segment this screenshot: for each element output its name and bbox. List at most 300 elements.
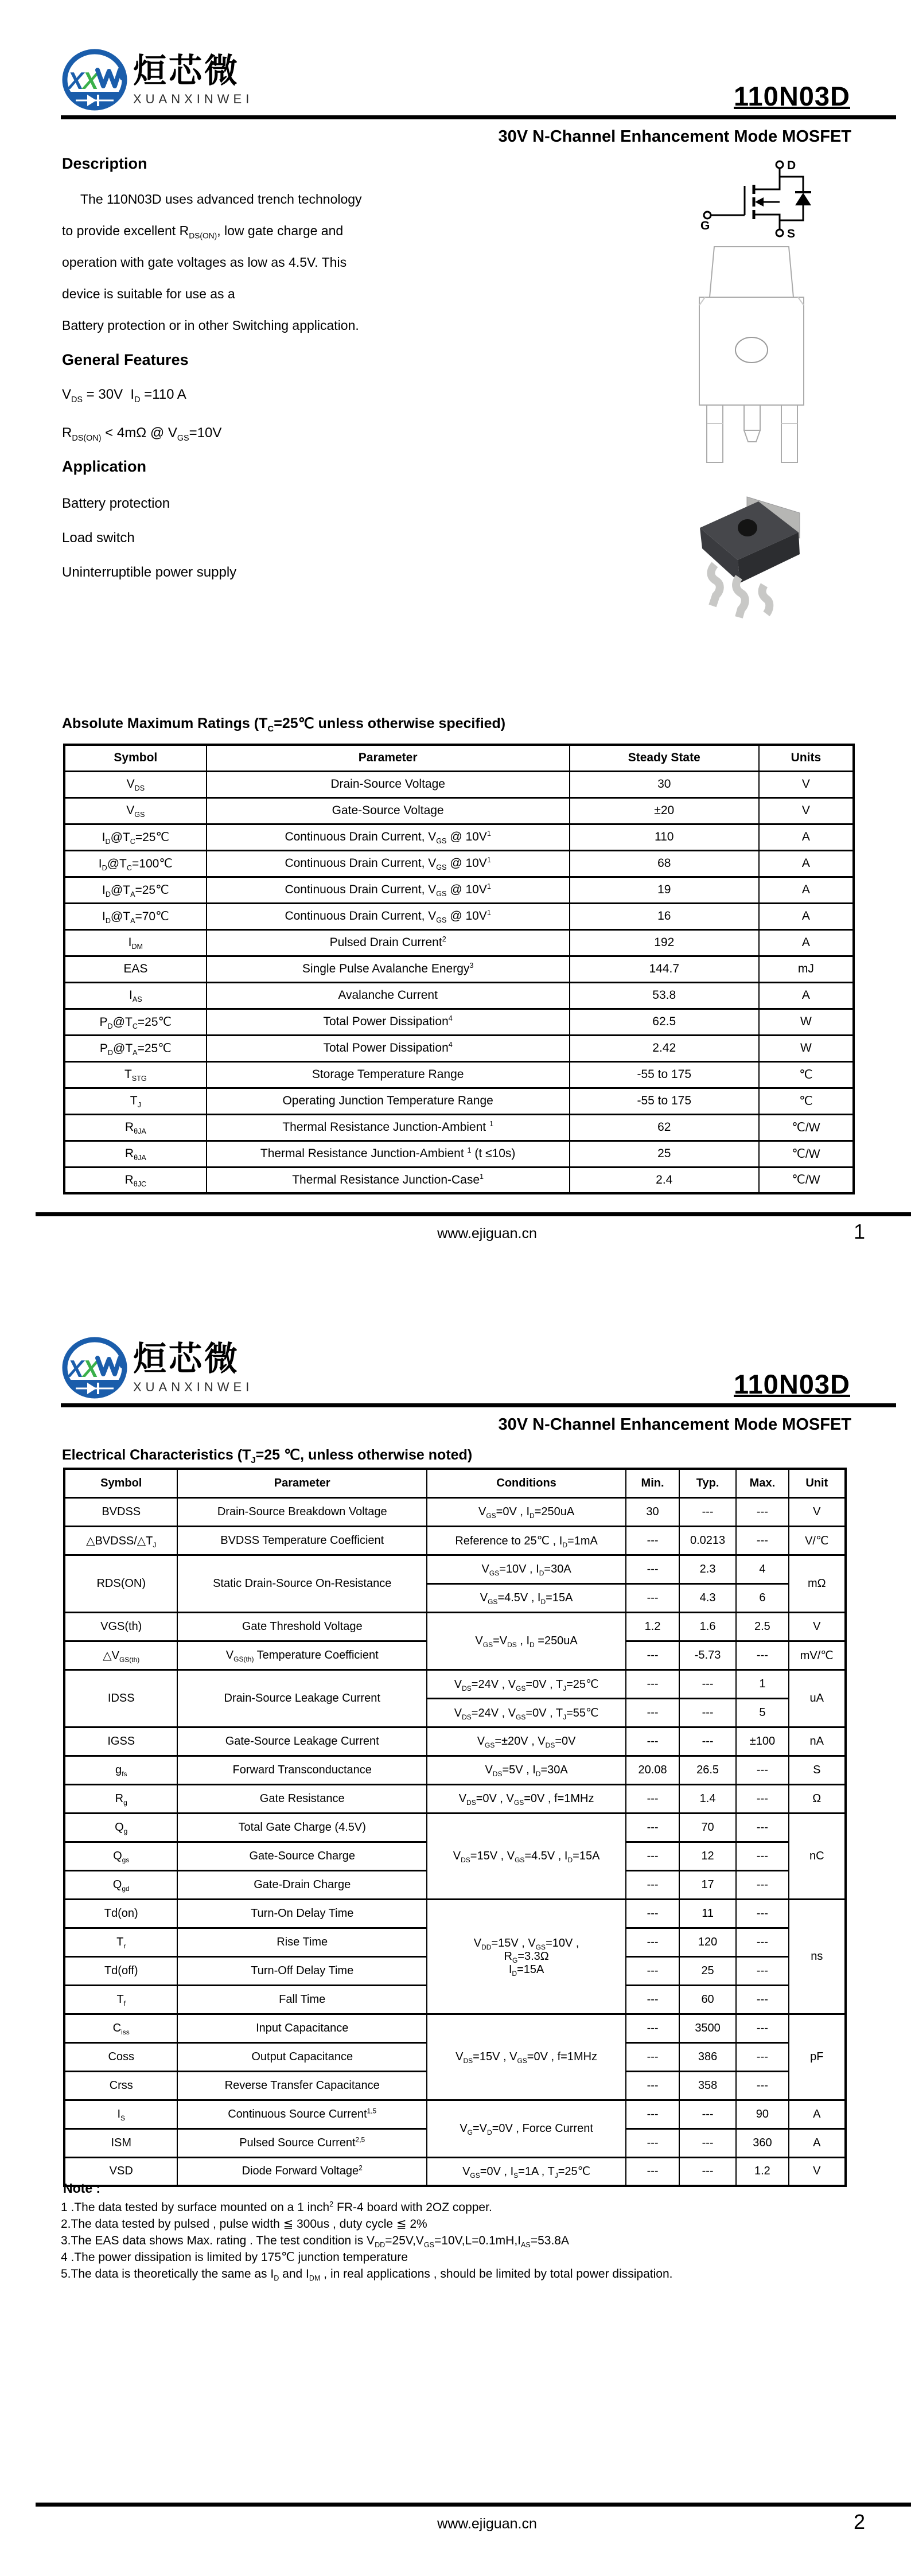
application-heading: Application <box>62 458 146 475</box>
application-item: Load switch <box>62 530 135 546</box>
table-cell: --- <box>626 2042 679 2071</box>
table-cell: --- <box>736 1899 788 1928</box>
column-header: Typ. <box>679 1469 736 1497</box>
table-cell: Gate-Source Voltage <box>207 797 570 824</box>
table-cell: --- <box>626 1870 679 1899</box>
terminal-label-drain: D <box>787 159 796 172</box>
table-cell: --- <box>626 2071 679 2100</box>
table-row <box>64 877 854 903</box>
table-cell: mV/℃ <box>789 1641 846 1670</box>
table-cell: Total Power Dissipation$^4$ <box>207 1009 570 1035</box>
table-cell: A <box>789 2100 846 2128</box>
table-cell: --- <box>679 1670 736 1698</box>
table-row <box>64 1088 854 1114</box>
table-cell: VSD <box>64 2157 177 2186</box>
table-cell: --- <box>679 1497 736 1526</box>
table-cell: $Q_{gs}$ <box>64 1842 177 1870</box>
table-cell: --- <box>626 1842 679 1870</box>
table-cell: 90 <box>736 2100 788 2128</box>
table-cell: 192 <box>570 929 759 956</box>
brand-name-cn: 烜芯微 <box>133 1340 240 1378</box>
table-cell: Diode Forward Voltage$^2$ <box>177 2157 426 2186</box>
table-cell: Total Power Dissipation$^4$ <box>207 1035 570 1061</box>
table-cell: Td(off) <box>64 1956 177 1985</box>
table-cell: 110 <box>570 824 759 850</box>
table-cell: 6 <box>736 1583 788 1612</box>
brand-name-en: XUANXINWEI <box>133 91 254 106</box>
table-cell: $I_D@T_A=70℃$ <box>64 903 207 929</box>
table-cell: $V_{DS}=5V$ , $I_D=30A$ <box>427 1756 626 1784</box>
package-outline-drawing <box>697 246 806 465</box>
brand-logo-icon <box>61 48 130 112</box>
table-cell: 25 <box>679 1956 736 1985</box>
absolute-maximum-ratings-table <box>63 744 855 1194</box>
table-cell: uA <box>789 1670 846 1727</box>
table-row <box>64 1784 846 1813</box>
table-row <box>64 850 854 877</box>
table-cell: RDS(ON) <box>64 1555 177 1612</box>
table-cell: 358 <box>679 2071 736 2100</box>
table-row <box>64 1813 846 1842</box>
table-cell: -55 to 175 <box>570 1061 759 1088</box>
electrical-characteristics-title: Electrical Characteristics ($T_J=25$ ℃, unless otherwise noted) <box>62 1447 473 1465</box>
table-row <box>64 1526 846 1555</box>
table-cell: $C_{iss}$ <box>64 2014 177 2042</box>
table-cell: Thermal Resistance Junction-Ambient $^1$ (t ≤10s) <box>207 1141 570 1167</box>
part-number-title: 110N03D <box>734 81 850 111</box>
table-cell: V <box>759 771 854 797</box>
table-cell: 30 <box>570 771 759 797</box>
table-cell: Continuous Drain Current, $V_{GS}$ @ $10V^1$ <box>207 903 570 929</box>
table-cell: Gate-Source Charge <box>177 1842 426 1870</box>
table-cell: 68 <box>570 850 759 877</box>
table-cell: Total Gate Charge (4.5V) <box>177 1813 426 1842</box>
note-line: 1 .The data tested by surface mounted on a 1 inch$^2$ FR-4 board with 2OZ copper. <box>61 2200 492 2214</box>
table-cell: $T_J$ <box>64 1088 207 1114</box>
table-cell: --- <box>626 1698 679 1727</box>
table-row <box>64 1670 846 1698</box>
table-cell: 16 <box>570 903 759 929</box>
table-cell: BVDSS <box>64 1497 177 1526</box>
table-cell: Drain-Source Breakdown Voltage <box>177 1497 426 1526</box>
table-cell: --- <box>626 1670 679 1698</box>
table-cell: 1.4 <box>679 1784 736 1813</box>
table-cell: 62 <box>570 1114 759 1141</box>
brand-text <box>133 54 253 107</box>
table-row <box>64 1756 846 1784</box>
table-cell: ℃ <box>759 1088 854 1114</box>
table-cell: A <box>789 2128 846 2157</box>
feature-item: $R_{DS(ON)} < 4m\Omega$ @ $V_{GS}=10V$ <box>62 425 222 443</box>
table-cell: IGSS <box>64 1727 177 1756</box>
table-cell: 53.8 <box>570 982 759 1009</box>
application-item: Uninterruptible power supply <box>62 565 237 580</box>
part-number-title: 110N03D <box>734 1369 850 1399</box>
mosfet-symbol-diagram <box>686 159 829 246</box>
table-cell: --- <box>626 1727 679 1756</box>
table-cell: $T_f$ <box>64 1985 177 2014</box>
note-line: 3.The EAS data shows Max. rating . The test condition is $V_{DD}=25V,V_{GS}=10V,L=0.1mH,I_{AS}=53.8A$ <box>61 2234 569 2250</box>
table-cell: --- <box>626 2157 679 2186</box>
table-cell: $V_{DS}=24V$ , $V_{GS}=0V$ , $T_J=55℃$ <box>427 1698 626 1727</box>
column-header: Symbol <box>64 1469 177 1497</box>
table-cell: Ω <box>789 1784 846 1813</box>
table-cell: Single Pulse Avalanche Energy$^3$ <box>207 956 570 982</box>
table-row <box>64 1167 854 1193</box>
table-cell: 62.5 <box>570 1009 759 1035</box>
table-cell: A <box>759 982 854 1009</box>
table-cell: Thermal Resistance Junction-Ambient $^1$ <box>207 1114 570 1141</box>
table-cell: $R_{\theta JA}$ <box>64 1114 207 1141</box>
table-cell: -55 to 175 <box>570 1088 759 1114</box>
table-row <box>64 929 854 956</box>
table-cell: ℃ <box>759 1061 854 1088</box>
table-cell: ±100 <box>736 1727 788 1756</box>
table-cell: 30 <box>626 1497 679 1526</box>
table-cell: Continuous Drain Current, $V_{GS}$ @ $10V^1$ <box>207 877 570 903</box>
table-row <box>64 2157 846 2186</box>
table-cell: 144.7 <box>570 956 759 982</box>
table-cell: --- <box>736 1985 788 2014</box>
table-cell: Forward Transconductance <box>177 1756 426 1784</box>
table-cell: Drain-Source Voltage <box>207 771 570 797</box>
table-cell: --- <box>626 1985 679 2014</box>
table-cell: 5 <box>736 1698 788 1727</box>
table-row <box>64 903 854 929</box>
note-heading: Note : <box>63 2181 101 2196</box>
table-cell: 20.08 <box>626 1756 679 1784</box>
page-number: 1 <box>853 1220 865 1243</box>
table-cell: Turn-Off Delay Time <box>177 1956 426 1985</box>
table-cell: 386 <box>679 2042 736 2071</box>
table-cell: --- <box>626 1526 679 1555</box>
table-cell: $V_{GS}=V_{DS}$ , $I_D =250uA$ <box>427 1612 626 1670</box>
table-cell: $V_{DS}=15V$ , $V_{GS}=0V$ , f=1MHz <box>427 2014 626 2100</box>
table-cell: $V_{DS}=15V$ , $V_{GS}=4.5V$ , $I_D=15A$ <box>427 1813 626 1899</box>
table-cell: --- <box>736 2042 788 2071</box>
table-cell: Pulsed Source Current$^{2,5}$ <box>177 2128 426 2157</box>
table-cell: $V_{GS}=4.5V$ , $I_D=15A$ <box>427 1583 626 1612</box>
table-cell: $V_{DD}=15V$ , $V_{GS}=10V$ , $R_G=3.3\Omega$ $I_D=15A$ <box>427 1899 626 2014</box>
table-cell: 0.0213 <box>679 1526 736 1555</box>
table-cell: --- <box>679 2100 736 2128</box>
footer-website: www.ejiguan.cn <box>437 2516 537 2532</box>
table-cell: 2.5 <box>736 1612 788 1641</box>
table-row <box>64 797 854 824</box>
table-cell: A <box>759 903 854 929</box>
table-cell: nA <box>789 1727 846 1756</box>
table-cell: 2.4 <box>570 1167 759 1193</box>
table-cell: --- <box>679 2157 736 2186</box>
table-cell: VGS(th) <box>64 1612 177 1641</box>
table-cell: Gate Resistance <box>177 1784 426 1813</box>
table-cell: Crss <box>64 2071 177 2100</box>
table-cell: V <box>789 2157 846 2186</box>
table-cell: Reverse Transfer Capacitance <box>177 2071 426 2100</box>
table-cell: Td(on) <box>64 1899 177 1928</box>
table-cell: --- <box>626 1784 679 1813</box>
header-row <box>64 745 854 771</box>
table-row <box>64 1555 846 1583</box>
table-cell: 4 <box>736 1555 788 1583</box>
svg-text:X: X <box>83 1355 99 1382</box>
brand-name-en: XUANXINWEI <box>133 1379 254 1394</box>
table-cell: W <box>759 1035 854 1061</box>
table-cell: Continuous Source Current$^{1,5}$ <box>177 2100 426 2128</box>
table-cell: --- <box>736 1497 788 1526</box>
table-cell: --- <box>736 1842 788 1870</box>
electrical-characteristics-table <box>63 1468 847 2187</box>
table-cell: V/℃ <box>789 1526 846 1555</box>
table-cell: $V_{DS}=24V$ , $V_{GS}=0V$ , $T_J=25℃$ <box>427 1670 626 1698</box>
table-row <box>64 1612 846 1641</box>
table-cell: Gate Threshold Voltage <box>177 1612 426 1641</box>
table-row <box>64 1035 854 1061</box>
table-cell: ns <box>789 1899 846 2014</box>
table-cell: 2.3 <box>679 1555 736 1583</box>
table-cell: V <box>789 1612 846 1641</box>
table-cell: $V_{GS}=0V$ , $I_D=250uA$ <box>427 1497 626 1526</box>
description-line: Battery protection or in other Switching application. <box>62 318 359 333</box>
table-cell: Thermal Resistance Junction-Case$^1$ <box>207 1167 570 1193</box>
table-cell: --- <box>736 2014 788 2042</box>
table-cell: EAS <box>64 956 207 982</box>
table-cell: -5.73 <box>679 1641 736 1670</box>
description-line: The 110N03D uses advanced trench technology <box>80 192 362 207</box>
table-cell: Pulsed Drain Current$^2$ <box>207 929 570 956</box>
footer-rule <box>36 1212 911 1216</box>
footer-website: www.ejiguan.cn <box>437 1225 537 1242</box>
table-row <box>64 2014 846 2042</box>
table-cell: $\triangle V_{GS(th)}$ <box>64 1641 177 1670</box>
table-cell: --- <box>626 1555 679 1583</box>
feature-item: $V_{DS} = 30V$ $I_D =110$ A <box>62 387 186 404</box>
table-cell: Static Drain-Source On-Resistance <box>177 1555 426 1612</box>
description-heading: Description <box>62 155 147 172</box>
table-cell: BVDSS Temperature Coefficient <box>177 1526 426 1555</box>
column-header: Parameter <box>207 745 570 771</box>
table-cell: --- <box>626 1641 679 1670</box>
table-cell: $I_D@T_C=25℃$ <box>64 824 207 850</box>
table-cell: Fall Time <box>177 1985 426 2014</box>
table-cell: --- <box>736 1870 788 1899</box>
page-number: 2 <box>853 2510 865 2534</box>
table-cell: $V_{DS}$ <box>64 771 207 797</box>
description-paragraph <box>62 192 362 349</box>
table-cell: --- <box>626 1813 679 1842</box>
table-cell: ℃/W <box>759 1141 854 1167</box>
table-cell: $V_{GS}=0V$ , $I_S=1A$ , $T_J=25℃$ <box>427 2157 626 2186</box>
table-cell: Reference to 25℃ , $I_D=1mA$ <box>427 1526 626 1555</box>
table-cell: --- <box>626 1899 679 1928</box>
table-row <box>64 824 854 850</box>
column-header: Max. <box>736 1469 788 1497</box>
table-cell: $R_{\theta JA}$ <box>64 1141 207 1167</box>
table-cell: $R_{\theta JC}$ <box>64 1167 207 1193</box>
general-features-heading: General Features <box>62 351 189 368</box>
table-cell: Operating Junction Temperature Range <box>207 1088 570 1114</box>
table-cell: $V_{GS}=\pm 20V$ , $V_{DS}=0V$ <box>427 1727 626 1756</box>
table-cell: V <box>789 1497 846 1526</box>
table-cell: ISM <box>64 2128 177 2157</box>
table-row <box>64 771 854 797</box>
document-subtitle: 30V N-Channel Enhancement Mode MOSFET <box>498 127 851 146</box>
table-cell: ℃/W <box>759 1167 854 1193</box>
description-line: operation with gate voltages as low as 4.5V. This <box>62 255 347 270</box>
table-cell: mΩ <box>789 1555 846 1612</box>
table-cell: S <box>789 1756 846 1784</box>
table-cell: Drain-Source Leakage Current <box>177 1670 426 1727</box>
table-cell: Gate-Source Leakage Current <box>177 1727 426 1756</box>
column-header: Steady State <box>570 745 759 771</box>
table-cell: 1.2 <box>736 2157 788 2186</box>
svg-text:X: X <box>83 67 99 94</box>
table-cell: --- <box>626 1928 679 1956</box>
table-cell: IDSS <box>64 1670 177 1727</box>
table-row <box>64 1141 854 1167</box>
table-cell: Input Capacitance <box>177 2014 426 2042</box>
table-cell: 26.5 <box>679 1756 736 1784</box>
table-row <box>64 956 854 982</box>
table-cell: --- <box>736 1813 788 1842</box>
table-cell: $P_D@T_A=25℃$ <box>64 1035 207 1061</box>
note-line: 4 .The power dissipation is limited by 175℃ junction temperature <box>61 2251 408 2264</box>
table-cell: --- <box>679 2128 736 2157</box>
table-cell: 4.3 <box>679 1583 736 1612</box>
abs-max-ratings-title: Absolute Maximum Ratings ($T_C=25℃$ unless otherwise specified) <box>62 715 506 734</box>
table-cell: nC <box>789 1813 846 1899</box>
table-cell: --- <box>626 2100 679 2128</box>
table-cell: --- <box>736 2071 788 2100</box>
table-row <box>64 1009 854 1035</box>
header-rule <box>61 1403 896 1407</box>
application-item: Battery protection <box>62 496 170 511</box>
column-header: Conditions <box>427 1469 626 1497</box>
table-row <box>64 1061 854 1088</box>
table-cell: ±20 <box>570 797 759 824</box>
brand-text <box>133 1342 253 1395</box>
table-cell: $I_D@T_A=25℃$ <box>64 877 207 903</box>
table-cell: 1.2 <box>626 1612 679 1641</box>
table-cell: 17 <box>679 1870 736 1899</box>
table-cell: 120 <box>679 1928 736 1956</box>
table-cell: $V_{GS}$ <box>64 797 207 824</box>
table-cell: A <box>759 850 854 877</box>
table-cell: Avalanche Current <box>207 982 570 1009</box>
table-cell: A <box>759 877 854 903</box>
table-cell: 11 <box>679 1899 736 1928</box>
table-cell: Rise Time <box>177 1928 426 1956</box>
table-cell: 1 <box>736 1670 788 1698</box>
svg-text:X: X <box>68 1355 84 1382</box>
note-line: 5.The data is theoretically the same as $I_D$ and $I_{DM}$ , in real applications , should be limited by total power dissipation. <box>61 2267 673 2283</box>
table-cell: $P_D@T_C=25℃$ <box>64 1009 207 1035</box>
table-cell: 1.6 <box>679 1612 736 1641</box>
table-cell: A <box>759 929 854 956</box>
table-cell: --- <box>626 1956 679 1985</box>
column-header: Min. <box>626 1469 679 1497</box>
application-list <box>62 496 236 599</box>
table-row <box>64 1727 846 1756</box>
column-header: Symbol <box>64 745 207 771</box>
table-row <box>64 982 854 1009</box>
table-cell: --- <box>679 1727 736 1756</box>
brand-name-cn: 烜芯微 <box>133 52 240 90</box>
table-cell: $T_{STG}$ <box>64 1061 207 1088</box>
table-cell: --- <box>626 2128 679 2157</box>
table-cell: ℃/W <box>759 1114 854 1141</box>
table-cell: Gate-Drain Charge <box>177 1870 426 1899</box>
terminal-label-gate: G <box>700 219 710 232</box>
table-row <box>64 1899 846 1928</box>
table-cell: $V_{GS}=10V$ , $I_D=30A$ <box>427 1555 626 1583</box>
table-cell: --- <box>626 1583 679 1612</box>
table-cell: 12 <box>679 1842 736 1870</box>
table-cell: $I_{AS}$ <box>64 982 207 1009</box>
footer-rule <box>36 2503 911 2507</box>
table-cell: $T_r$ <box>64 1928 177 1956</box>
table-cell: 19 <box>570 877 759 903</box>
terminal-label-source: S <box>787 227 796 240</box>
table-cell: --- <box>736 1526 788 1555</box>
table-cell: 2.42 <box>570 1035 759 1061</box>
table-cell: $I_S$ <box>64 2100 177 2128</box>
table-cell: --- <box>626 2014 679 2042</box>
table-cell: --- <box>679 1698 736 1727</box>
table-cell: $Q_g$ <box>64 1813 177 1842</box>
brand-logo-icon <box>61 1336 130 1400</box>
notes-list <box>61 2199 672 2282</box>
table-cell: 360 <box>736 2128 788 2157</box>
table-cell: 3500 <box>679 2014 736 2042</box>
table-cell: $V_{GS(th)}$ Temperature Coefficient <box>177 1641 426 1670</box>
table-cell: pF <box>789 2014 846 2100</box>
svg-text:X: X <box>68 67 84 94</box>
table-cell: 25 <box>570 1141 759 1167</box>
column-header: Unit <box>789 1469 846 1497</box>
datasheet-page-2 <box>0 1288 911 2576</box>
table-cell: $V_G=V_D=0V$ , Force Current <box>427 2100 626 2157</box>
header-row <box>64 1469 846 1497</box>
table-cell: $I_D@T_C=100℃$ <box>64 850 207 877</box>
description-line: device is suitable for use as a <box>62 286 235 301</box>
column-header: Units <box>759 745 854 771</box>
table-cell: --- <box>736 1784 788 1813</box>
table-row <box>64 2100 846 2128</box>
table-cell: --- <box>736 1756 788 1784</box>
table-cell: $Q_{gd}$ <box>64 1870 177 1899</box>
package-photo <box>694 492 806 623</box>
note-line: 2.The data tested by pulsed , pulse width ≦ 300us , duty cycle ≦ 2% <box>61 2217 427 2231</box>
table-cell: W <box>759 1009 854 1035</box>
table-cell: --- <box>736 1641 788 1670</box>
table-cell: Output Capacitance <box>177 2042 426 2071</box>
table-row <box>64 1114 854 1141</box>
table-cell: Coss <box>64 2042 177 2071</box>
table-cell: Continuous Drain Current, $V_{GS}$ @ $10V^1$ <box>207 824 570 850</box>
table-cell: $V_{DS}=0V$ , $V_{GS}=0V$ , f=1MHz <box>427 1784 626 1813</box>
table-cell: $I_{DM}$ <box>64 929 207 956</box>
table-cell: --- <box>736 1956 788 1985</box>
table-cell: 60 <box>679 1985 736 2014</box>
table-cell: Continuous Drain Current, $V_{GS}$ @ $10V^1$ <box>207 850 570 877</box>
table-cell: Turn-On Delay Time <box>177 1899 426 1928</box>
table-cell: --- <box>736 1928 788 1956</box>
table-cell: $\triangle BVDSS/\triangle T_J$ <box>64 1526 177 1555</box>
table-cell: $g_{fs}$ <box>64 1756 177 1784</box>
table-cell: mJ <box>759 956 854 982</box>
table-cell: V <box>759 797 854 824</box>
